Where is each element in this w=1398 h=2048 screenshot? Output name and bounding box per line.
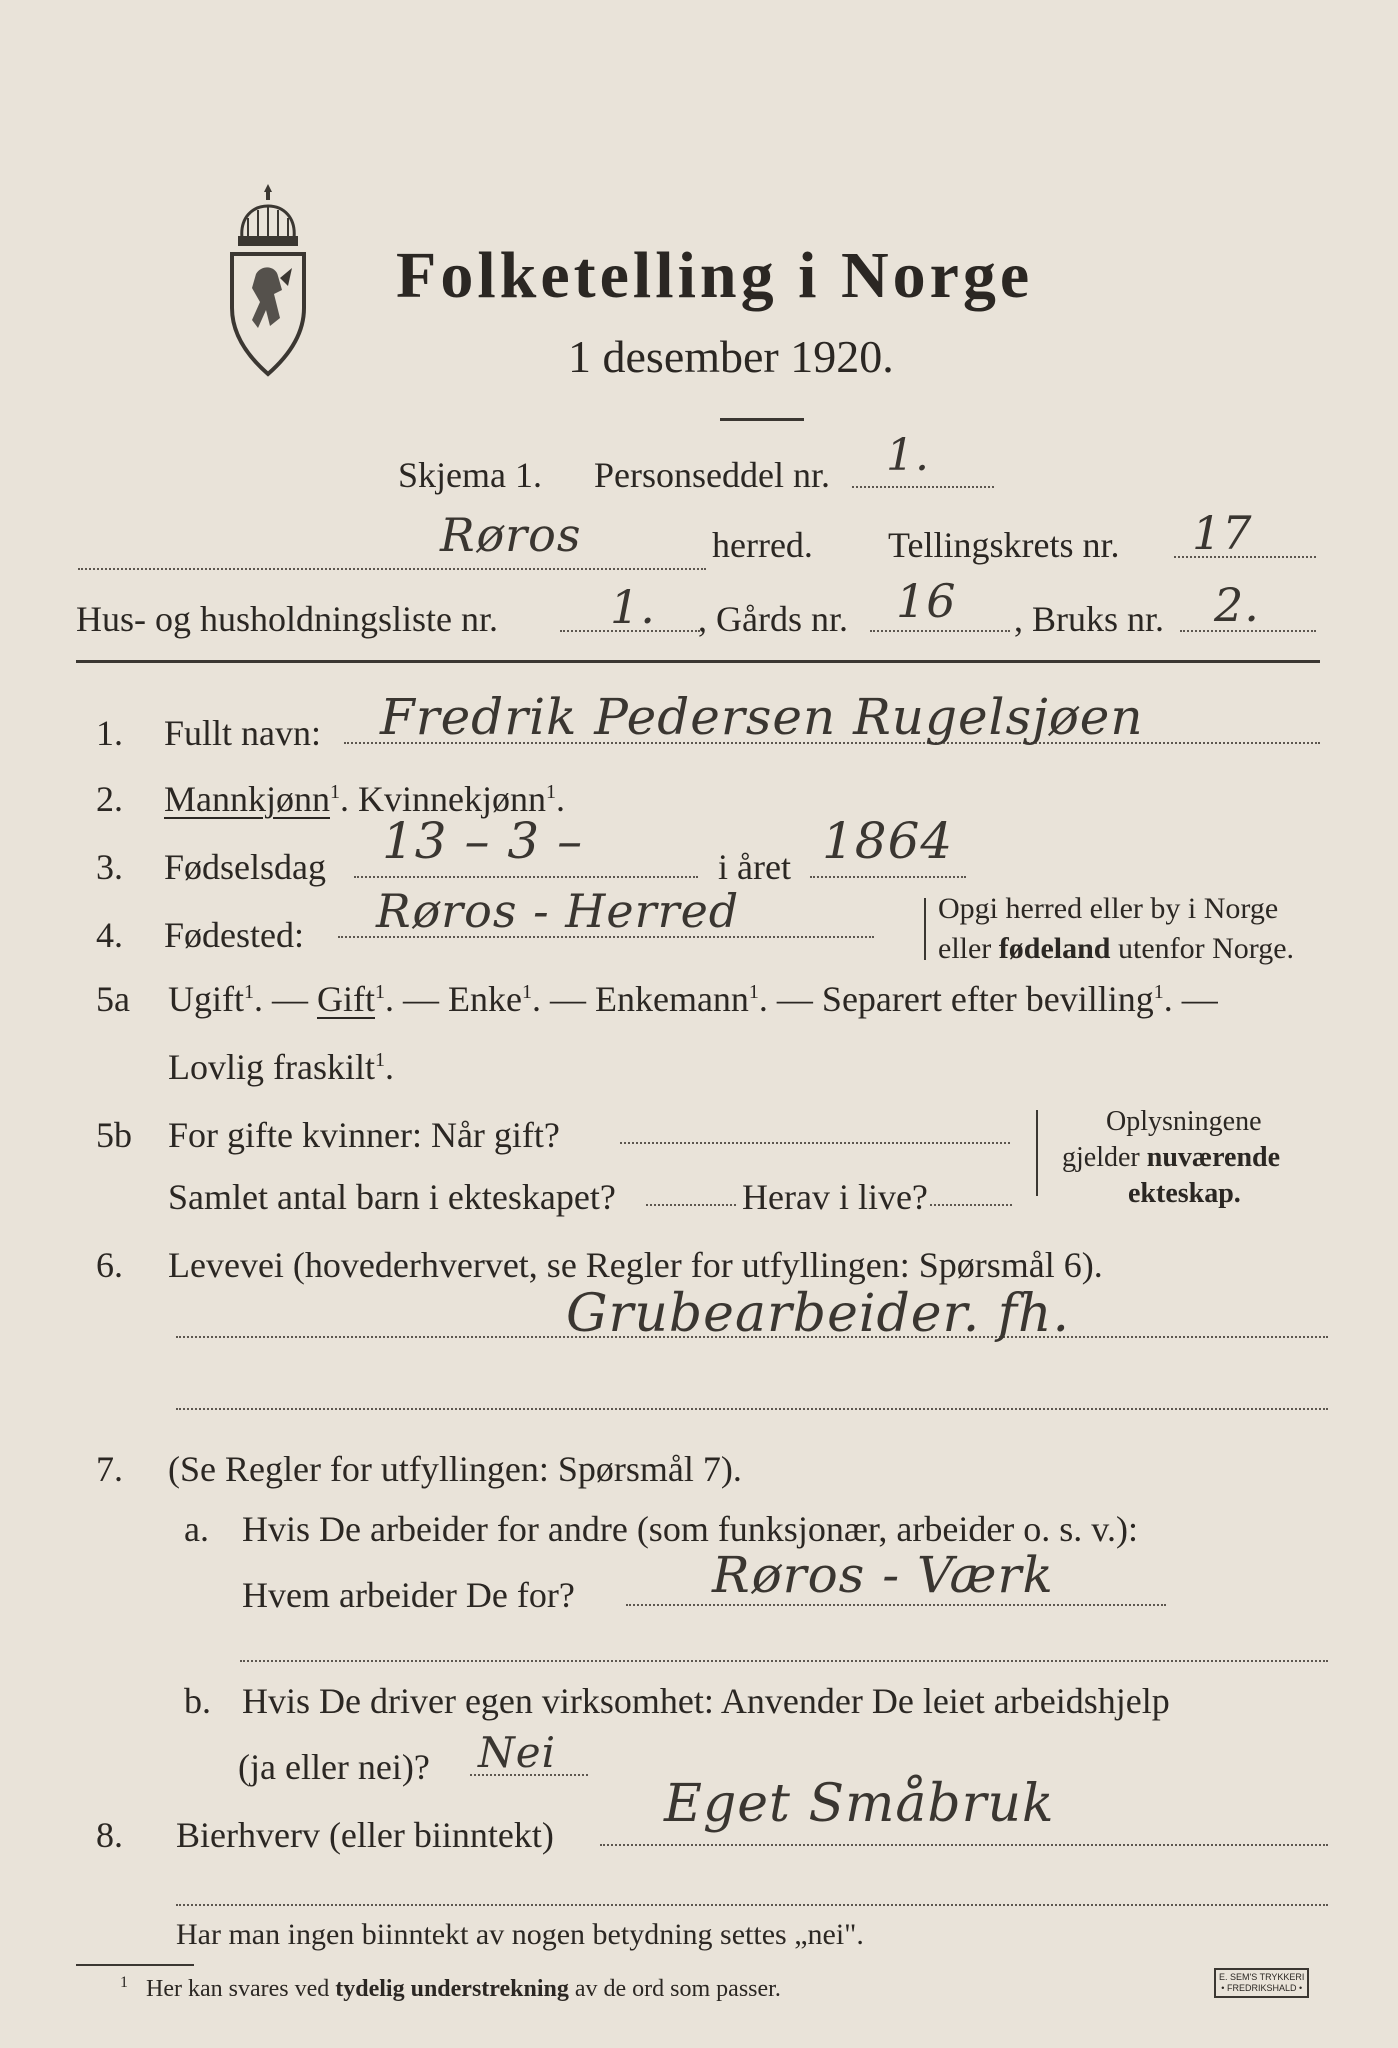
side-income-value[interactable]: Eget Småbruk — [664, 1774, 1055, 1834]
hus-value[interactable]: 1. — [610, 580, 656, 634]
employer-value[interactable]: Røros - Værk — [712, 1546, 1054, 1604]
q5b-note-1: Oplysningene — [1106, 1106, 1262, 1137]
gards-value[interactable]: 16 — [896, 574, 957, 628]
enkemann-option[interactable]: Enkemann — [594, 979, 749, 1019]
hus-label: Hus- og husholdningsliste nr. — [76, 599, 499, 639]
q2-number: 2. — [96, 779, 123, 819]
fraskilt-line: Lovlig fraskilt$^1$. — [168, 1047, 394, 1087]
q3-number: 3. — [96, 847, 123, 887]
form-title: Folketelling i Norge — [396, 239, 1034, 312]
q5a-number: 5a — [96, 979, 130, 1019]
q4-number: 4. — [96, 915, 123, 955]
hired-help-value[interactable]: Nei — [478, 1728, 557, 1777]
herav-label: Herav i live? — [742, 1177, 928, 1217]
q7b-question: (ja eller nei)? — [238, 1747, 430, 1787]
q7a-label: Hvis De arbeider for andre (som funksjonær, arbeider o. s. v.): — [242, 1509, 1138, 1549]
q7b-number: b. — [184, 1681, 211, 1721]
q7b-label: Hvis De driver egen virksomhet: Anvender De leiet arbeidshjelp — [242, 1681, 1170, 1721]
tellingskrets-label: Tellingskrets nr. — [888, 525, 1120, 565]
mannkjonn-option[interactable]: Mannkjønn — [164, 779, 330, 819]
q7a-number: a. — [184, 1509, 209, 1549]
livelihood-value[interactable]: Grubearbeider. fh. — [566, 1284, 1071, 1344]
herred-label: herred. — [712, 525, 813, 565]
q5b-note-3: ekteskap. — [1128, 1178, 1241, 1209]
q3-label: Fødselsdag — [164, 847, 326, 887]
full-name-value[interactable]: Fredrik Pedersen Rugelsjøen — [380, 688, 1144, 746]
q6-label: Levevei (hovederhvervet, se Regler for utfyllingen: Spørsmål 6). — [168, 1245, 1103, 1285]
title-divider — [720, 418, 804, 421]
ugift-option[interactable]: Ugift — [168, 979, 244, 1019]
sex-options: Mannkjønn$^1$. Kvinnekjønn$^1$. — [164, 779, 565, 819]
q8-number: 8. — [96, 1815, 123, 1855]
birthplace-note-2: eller fødeland utenfor Norge. — [938, 932, 1295, 965]
census-date: 1 desember 1920. — [568, 331, 894, 382]
q1-number: 1. — [96, 713, 123, 753]
marital-options: Ugift$^1$. — Gift$^1$. — Enke$^1$. — Enkemann$^1$. — Separert efter bevilling$^1$. — — [168, 979, 1218, 1019]
birthplace-note-1: Opgi herred eller by i Norge — [938, 892, 1279, 925]
q5b-note-2: gjelder nuværende — [1062, 1142, 1281, 1173]
personseddel-label: Personseddel nr. — [594, 455, 830, 495]
kvinnekjonn-option[interactable]: Kvinnekjønn — [358, 779, 546, 819]
herred-value[interactable]: Røros — [440, 508, 582, 562]
birthday-value[interactable]: 13 – 3 – — [382, 812, 584, 870]
q7-number: 7. — [96, 1449, 123, 1489]
birthplace-value[interactable]: Røros - Herred — [376, 884, 740, 938]
tellingskrets-value[interactable]: 17 — [1192, 506, 1253, 560]
nei-note: Har man ingen biinntekt av nogen betydning settes „nei". — [176, 1918, 864, 1951]
q8-label: Bierhverv (eller biinntekt) — [176, 1815, 554, 1855]
q7-label: (Se Regler for utfyllingen: Spørsmål 7). — [168, 1449, 742, 1489]
bruks-label: , Bruks nr. — [1014, 599, 1165, 639]
samlet-label: Samlet antal barn i ekteskapet? — [168, 1177, 616, 1217]
gards-label: , Gårds nr. — [698, 599, 848, 639]
skjema-label: Skjema 1. — [398, 455, 542, 495]
header-divider — [76, 660, 1320, 663]
q1-label: Fullt navn: — [164, 713, 322, 753]
fraskilt-option[interactable]: Lovlig fraskilt — [168, 1047, 375, 1087]
q7a-question: Hvem arbeider De for? — [242, 1575, 575, 1615]
q6-number: 6. — [96, 1245, 123, 1285]
coat-of-arms-icon — [222, 178, 314, 382]
bruks-value[interactable]: 2. — [1214, 578, 1260, 632]
gift-option[interactable]: Gift — [317, 979, 375, 1019]
year-label: i året — [718, 847, 791, 887]
q5b-label: For gifte kvinner: Når gift? — [168, 1115, 560, 1155]
q4-label: Fødested: — [164, 915, 304, 955]
birth-year-value[interactable]: 1864 — [822, 812, 954, 870]
printer-stamp: E. SEM'S TRYKKERI • FREDRIKSHALD • — [1214, 1968, 1309, 1998]
footnote-divider — [76, 1964, 194, 1966]
personseddel-value[interactable]: 1. — [886, 430, 930, 481]
q5b-number: 5b — [96, 1115, 132, 1155]
enke-option[interactable]: Enke — [448, 979, 522, 1019]
separert-option[interactable]: Separert efter bevilling — [821, 979, 1154, 1019]
footnote: $^1$ Her kan svares ved tydelig understrekning av de ord som passer. — [120, 1974, 781, 2002]
